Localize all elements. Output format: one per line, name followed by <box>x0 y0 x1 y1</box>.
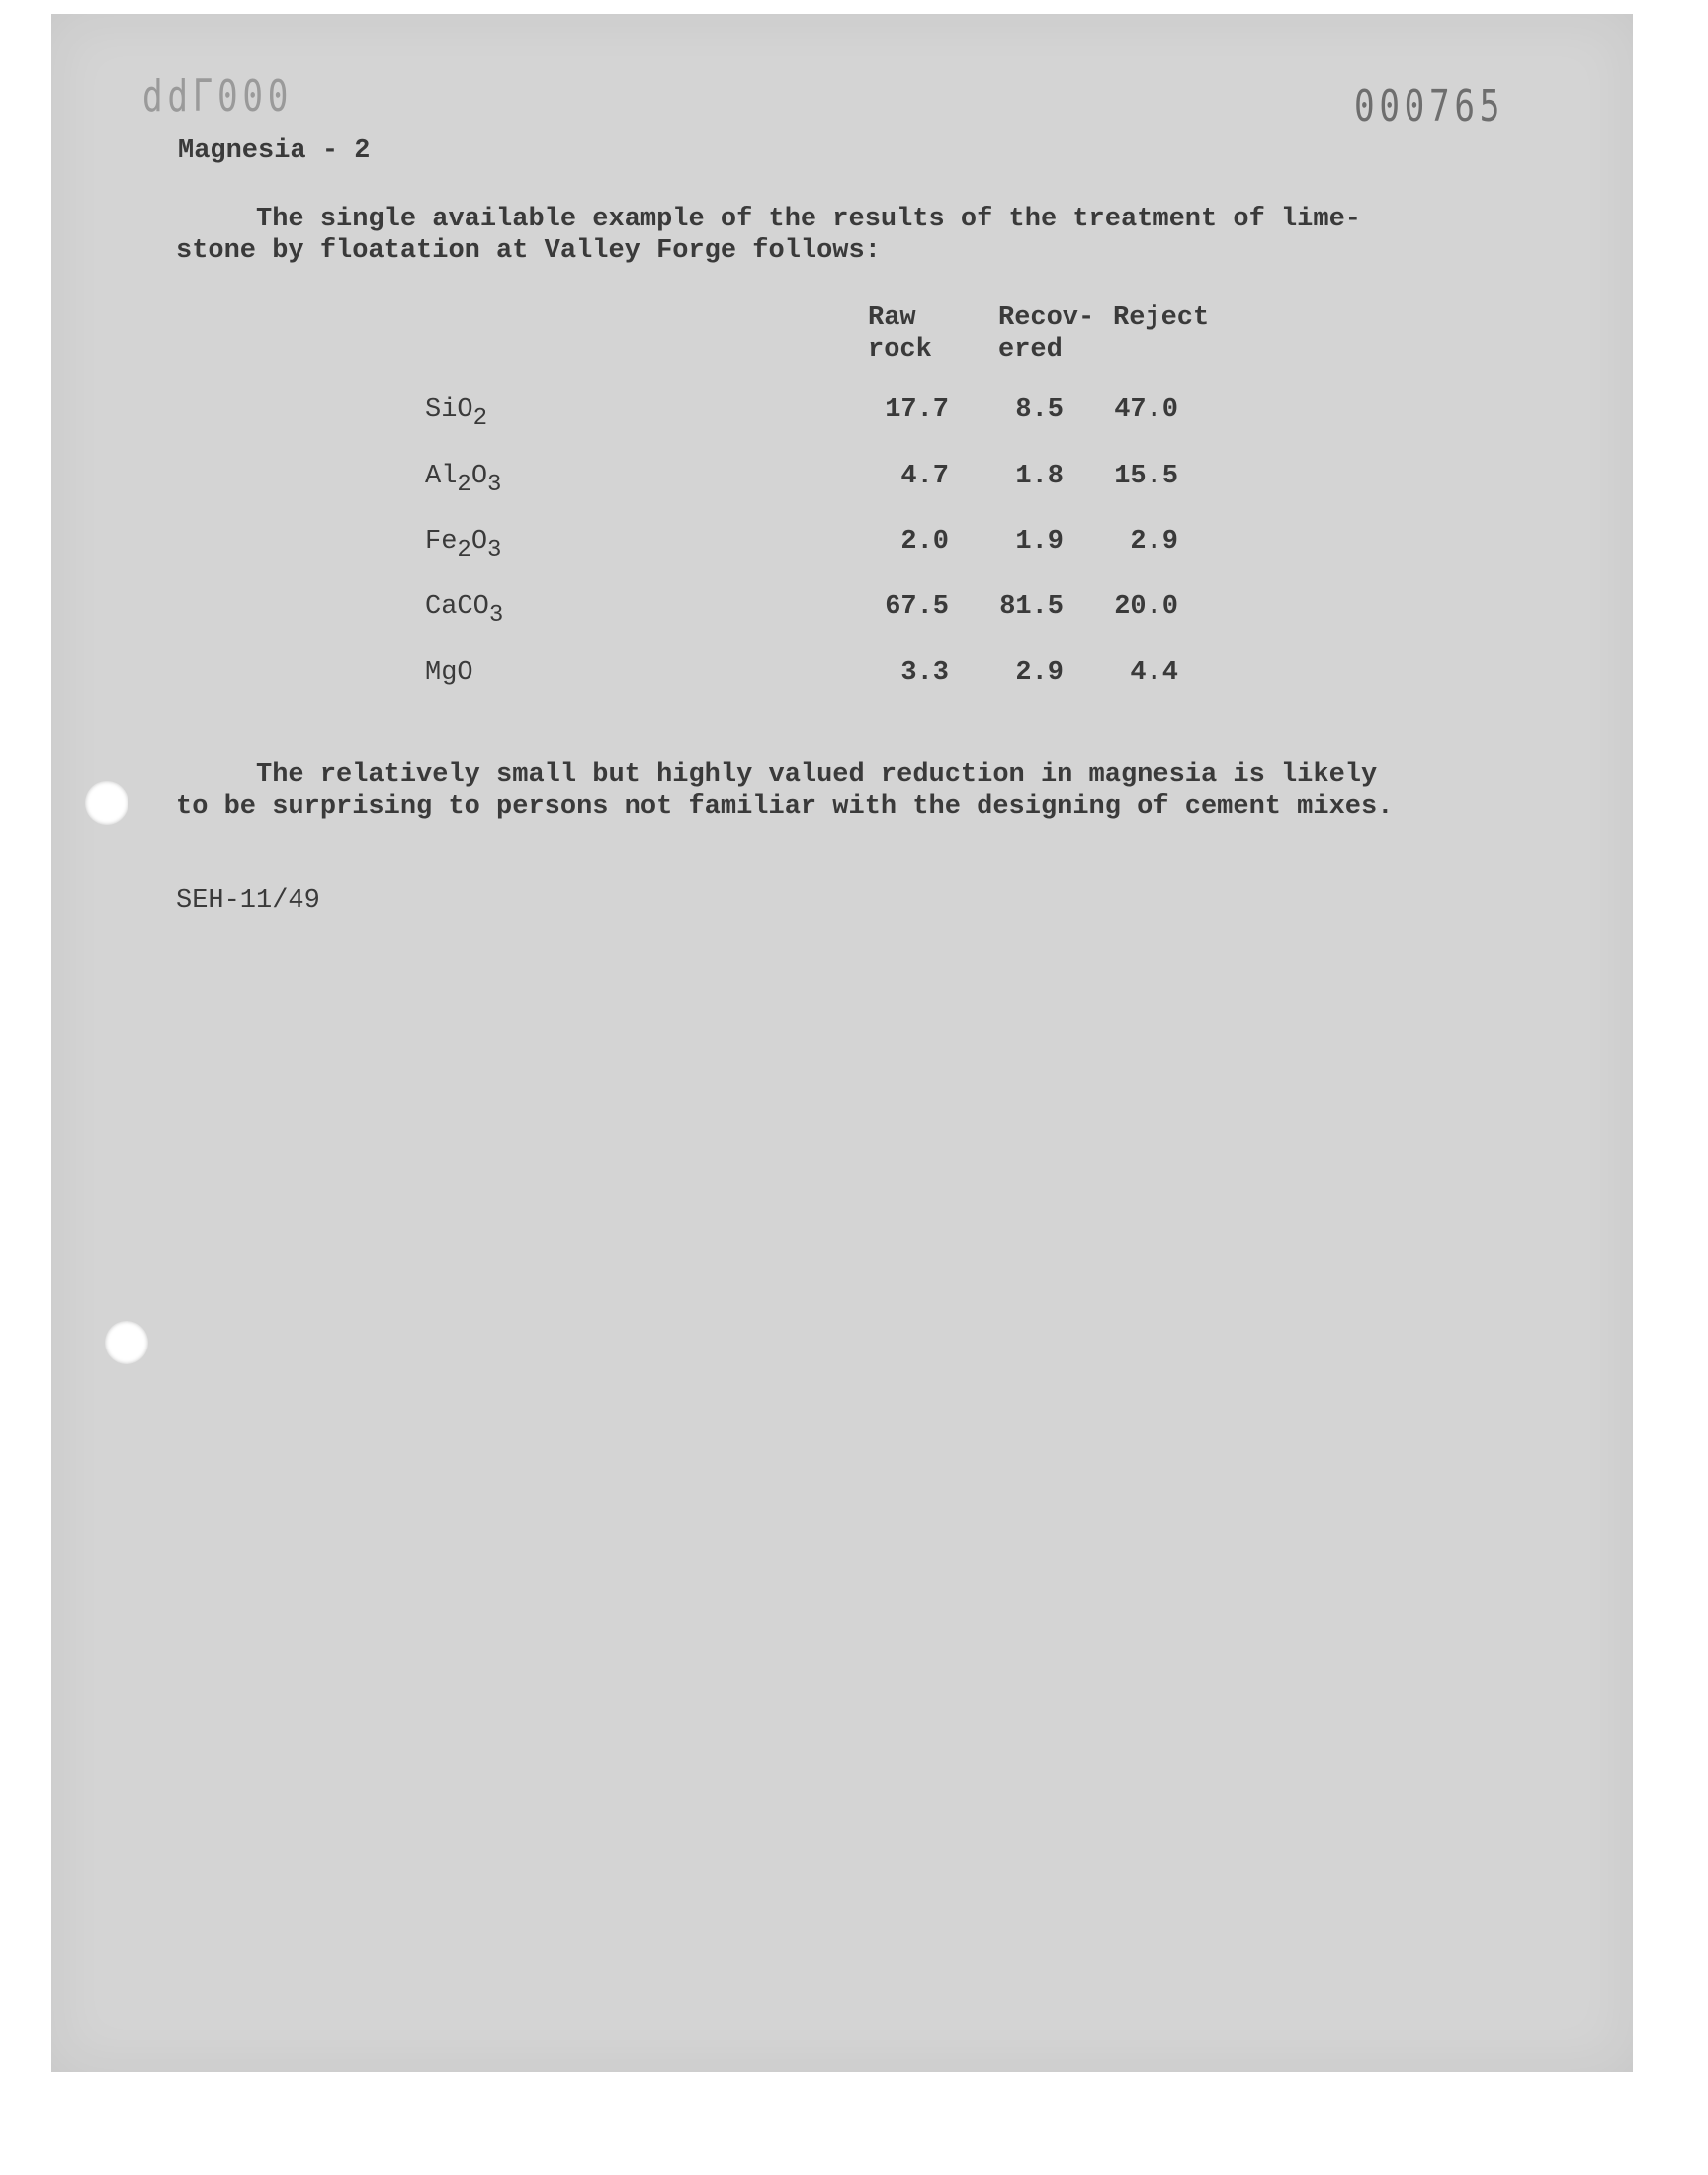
table-row <box>0 658 1708 698</box>
recovered-value: 8.5 <box>1015 395 1064 425</box>
reject-value: 20.0 <box>1114 592 1178 622</box>
intro-line-2: stone by floatation at Valley Forge follows: <box>176 236 881 266</box>
raw-rock-value: 3.3 <box>900 658 949 688</box>
raw-rock-value: 4.7 <box>900 462 949 491</box>
conclusion-line-2: to be surprising to persons not familiar with the designing of cement mixes. <box>176 792 1394 822</box>
recovered-value: 1.9 <box>1015 527 1064 557</box>
column-header-reject: Reject <box>1113 304 1210 333</box>
conclusion-line-1: The relatively small but highly valued reduction in magnesia is likely <box>176 760 1378 790</box>
archive-stamp-number: 000765 <box>1354 81 1505 131</box>
table-row <box>0 592 1708 632</box>
paper-sheet <box>51 14 1633 2072</box>
conclusion-paragraph <box>176 759 1393 823</box>
table-row <box>0 395 1708 435</box>
recovered-value: 1.8 <box>1015 462 1064 491</box>
compound-label: CaCO$_3$ <box>425 592 504 629</box>
column-header-recovered: Recov- ered <box>998 304 1095 365</box>
table-row <box>0 527 1708 566</box>
intro-line-1: The single available example of the results of the treatment of lime- <box>176 205 1361 234</box>
recovered-value: 81.5 <box>999 592 1064 622</box>
column-header-raw-rock: Raw rock <box>868 304 932 365</box>
compound-label: $Fe_2O_3$ <box>425 527 502 564</box>
raw-rock-value: 2.0 <box>900 527 949 557</box>
table-row <box>0 462 1708 501</box>
archive-stamp-faint: ddΓ000 <box>142 71 294 122</box>
compound-label: MgO <box>425 658 473 688</box>
page-label: Magnesia - 2 <box>178 136 371 166</box>
reject-value: 4.4 <box>1130 658 1178 688</box>
punch-hole <box>105 1321 148 1364</box>
recovered-value: 2.9 <box>1015 658 1064 688</box>
compound-label: SiO$_2$ <box>425 395 488 432</box>
author-date-code: SEH-11/49 <box>176 886 320 915</box>
reject-value: 2.9 <box>1130 527 1178 557</box>
raw-rock-value: 17.7 <box>885 395 949 425</box>
reject-value: 15.5 <box>1114 462 1178 491</box>
raw-rock-value: 67.5 <box>885 592 949 622</box>
intro-paragraph <box>176 204 1361 267</box>
reject-value: 47.0 <box>1114 395 1178 425</box>
compound-label: $Al_2O_3$ <box>425 462 502 498</box>
punch-hole <box>85 781 128 825</box>
